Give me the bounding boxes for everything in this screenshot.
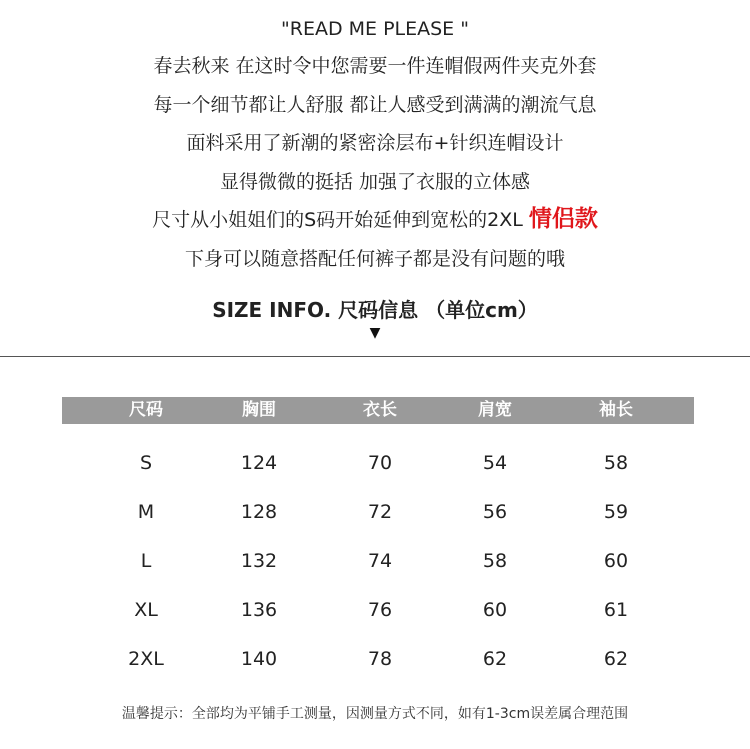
column-header-length: 衣长 <box>363 400 397 420</box>
length-cell: 70 <box>367 452 393 474</box>
shoulder-cell: 60 <box>482 599 508 621</box>
shoulder-cell: 58 <box>482 550 508 572</box>
column-header-size: 尺码 <box>129 400 163 420</box>
sleeve-cell: 61 <box>603 599 629 621</box>
intro-line: 下身可以随意搭配任何裤子都是没有问题的哦 <box>184 248 565 270</box>
shoulder-cell: 56 <box>482 501 508 523</box>
intro-line: 春去秋来 在这时令中您需要一件连帽假两件夹克外套 <box>153 55 597 77</box>
size-cell: XL <box>134 599 158 621</box>
size-cell: 2XL <box>128 648 164 670</box>
couple-style-badge: 情侣款 <box>528 206 598 232</box>
length-cell: 78 <box>367 648 393 670</box>
sleeve-cell: 62 <box>603 648 629 670</box>
size-info-title: SIZE INFO. 尺码信息 （单位cm） <box>212 298 538 322</box>
intro-line: 面料采用了新潮的紧密涂层布+针织连帽设计 <box>186 132 564 154</box>
size-table-header <box>62 397 694 424</box>
section-divider <box>0 356 750 357</box>
table-row <box>62 586 694 635</box>
table-row <box>62 488 694 537</box>
size-cell: S <box>139 452 153 474</box>
length-cell: 72 <box>367 501 393 523</box>
down-arrow-icon: ▼ <box>369 325 381 341</box>
chest-cell: 128 <box>240 501 278 523</box>
intro-heading: "READ ME PLEASE " <box>281 18 469 40</box>
sleeve-cell: 60 <box>603 550 629 572</box>
table-row <box>62 635 694 684</box>
column-header-sleeve: 袖长 <box>599 400 633 420</box>
shoulder-cell: 54 <box>482 452 508 474</box>
column-header-chest: 胸围 <box>242 400 276 420</box>
chest-cell: 136 <box>240 599 278 621</box>
intro-line-with-accent <box>0 206 750 233</box>
size-table <box>62 397 694 684</box>
sleeve-cell: 59 <box>603 501 629 523</box>
size-cell: L <box>140 550 152 572</box>
length-cell: 74 <box>367 550 393 572</box>
length-cell: 76 <box>367 599 393 621</box>
sleeve-cell: 58 <box>603 452 629 474</box>
intro-line-text: 尺寸从小姐姐们的S码开始延伸到宽松的2XL <box>152 209 523 231</box>
chest-cell: 140 <box>240 648 278 670</box>
size-cell: M <box>137 501 155 523</box>
table-row <box>62 537 694 586</box>
table-row <box>62 439 694 488</box>
shoulder-cell: 62 <box>482 648 508 670</box>
intro-line: 每一个细节都让人舒服 都让人感受到满满的潮流气息 <box>153 94 597 116</box>
intro-line: 显得微微的挺括 加强了衣服的立体感 <box>219 171 531 193</box>
chest-cell: 124 <box>240 452 278 474</box>
measurement-note: 温馨提示：全部均为平铺手工测量，因测量方式不同，如有1-3cm误差属合理范围 <box>121 706 629 722</box>
column-header-shoulder: 肩宽 <box>478 400 512 420</box>
chest-cell: 132 <box>240 550 278 572</box>
